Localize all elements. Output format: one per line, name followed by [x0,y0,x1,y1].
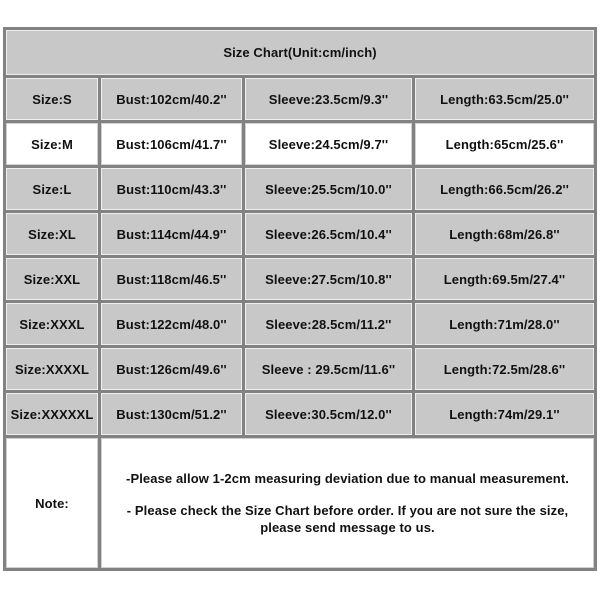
length-cell: Length:74m/29.1'' [415,393,594,435]
sleeve-cell: Sleeve:30.5cm/12.0'' [245,393,412,435]
size-cell: Size:S [6,78,98,120]
length-cell: Length:68m/26.8'' [415,213,594,255]
note-content [101,438,594,568]
size-cell: Size:XXL [6,258,98,300]
size-chart-table [3,27,597,571]
size-cell: Size:XXXXL [6,348,98,390]
note-line-deviation: -Please allow 1-2cm measuring deviation due to manual measurement. [126,471,569,486]
length-cell: Length:72.5m/28.6'' [415,348,594,390]
bust-cell: Bust:102cm/40.2'' [101,78,242,120]
sleeve-cell: Sleeve:23.5cm/9.3'' [245,78,412,120]
size-cell: Size:XL [6,213,98,255]
bust-cell: Bust:122cm/48.0'' [101,303,242,345]
bust-cell: Bust:110cm/43.3'' [101,168,242,210]
size-cell: Size:L [6,168,98,210]
length-cell: Length:66.5cm/26.2'' [415,168,594,210]
note-line-check-chart: - Please check the Size Chart before order. If you are not sure the size, please send message to us. [126,503,569,535]
length-cell: Length:65cm/25.6'' [415,123,594,165]
sleeve-cell: Sleeve:26.5cm/10.4'' [245,213,412,255]
size-chart-title: Size Chart(Unit:cm/inch) [6,30,594,75]
length-cell: Length:69.5m/27.4'' [415,258,594,300]
sleeve-cell: Sleeve:27.5cm/10.8'' [245,258,412,300]
length-cell: Length:63.5cm/25.0'' [415,78,594,120]
sleeve-cell: Sleeve : 29.5cm/11.6'' [245,348,412,390]
sleeve-cell: Sleeve:25.5cm/10.0'' [245,168,412,210]
bust-cell: Bust:126cm/49.6'' [101,348,242,390]
length-cell: Length:71m/28.0'' [415,303,594,345]
bust-cell: Bust:118cm/46.5'' [101,258,242,300]
sleeve-cell: Sleeve:24.5cm/9.7'' [245,123,412,165]
bust-cell: Bust:114cm/44.9'' [101,213,242,255]
note-label: Note: [6,438,98,568]
size-cell: Size:XXXL [6,303,98,345]
bust-cell: Bust:130cm/51.2'' [101,393,242,435]
sleeve-cell: Sleeve:28.5cm/11.2'' [245,303,412,345]
size-cell: Size:XXXXXL [6,393,98,435]
size-cell: Size:M [6,123,98,165]
bust-cell: Bust:106cm/41.7'' [101,123,242,165]
